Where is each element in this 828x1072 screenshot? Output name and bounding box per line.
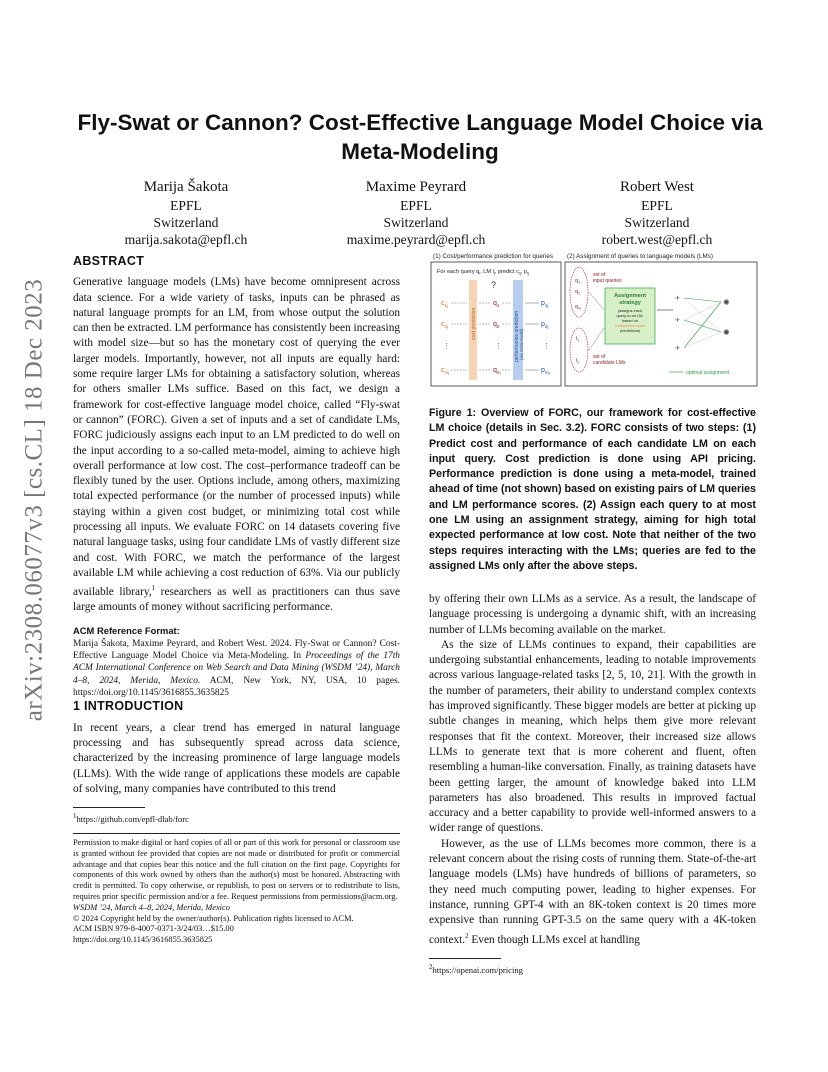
assignment-title-2: strategy [619,300,641,306]
svg-text:q2: $q_2$ [575,289,581,296]
question-icon: ? [491,280,497,290]
footnote-rule-2 [429,958,501,959]
query-label-2: $q_2$ [493,321,500,329]
assignment-title: Assignment [613,293,647,299]
panel2-title: (2) Assignment of queries to language models (LMs) [567,253,713,260]
panel1-title: (1) Cost/performance prediction for queries [433,253,554,260]
cost-label-1: $c_{1j}$ [441,300,449,308]
intro-paragraph-2: As the size of LLMs continues to expand, their capabilities are undergoing substantial enhancements, leading to notable improvements across various language-related tasks [2, 5, 10, 21]. With the growth in the number of parameters, their ability to understand complex contexts has improved significantly. These bigger models are better at picking up subtle changes in meaning, which helps them give more relevant responses that fit the context. Moreover, their increased size allows LLMs to generate text that is more coherent and fluent, often resembling a human-like conversation. Finally, as training datasets have been getting larger, the amount of knowledge baked into LLM parameters has also broadened. This results in improved factual accuracy and a better capability to provide well-informed answers to a wider range of questions. [429,638,756,835]
cost-prediction-label: cost prediction [471,307,477,340]
set-lms-label-2: candidate LMs [593,360,626,366]
figure-caption: Figure 1: Overview of FORC, our framework for cost-effective LM choice (details in Sec. 3.2). FORC consists of two steps: (1) Predict cost and performance of each candidate LM on each input query. Cost prediction is done using API pricing. Performance prediction is done using a meta-model, trained ahead of time (not shown) based on existing pairs of LM queries and LM performance scores. (2) Assign each query to at most one LM using an assignment strategy, aiming for high total expected performance at low cost. Note that neither of the two steps requires interacting with the LMs; queries are fed to the assigned LMs only after the above steps. [429,407,756,572]
author-affiliation: EPFL [170,198,202,213]
permission-venue: WSDM ’24, March 4–8, 2024, Merida, Mexico [73,902,230,912]
lm-icon-2: ✺ [723,328,730,337]
svg-text:(assigns each: (assigns each [617,308,643,313]
bird-icon-1: ✈ [675,296,681,302]
arxiv-id: arXiv:2308.06077v3 [cs.CL] 18 Dec 2023 [20,278,48,722]
svg-text:based on: based on [621,318,639,323]
left-column [73,254,400,946]
set-queries-label-2: input queries [593,278,622,284]
performance-prediction-label: performance prediction [514,310,520,362]
author-affiliation: EPFL [641,198,673,213]
lm-label-1: $l_1$ [576,336,580,343]
author-country: Switzerland [383,215,449,230]
perf-label-1: $p_{1j}$ [541,300,549,308]
figure-1 [429,250,759,390]
set-lms-label: set of [593,354,606,360]
svg-text:⋮: ⋮ [495,343,502,350]
author-3 [557,178,757,248]
svg-text:query to an LM,: query to an LM, [616,313,644,318]
lm-set-ellipse [570,328,588,372]
row-m [441,367,550,375]
svg-text:qm: $q_m$ [575,304,581,311]
perf-label-m: $p_{mj}$ [541,367,550,375]
permission-isbn: ACM ISBN 979-8-4007-0371-3/24/03…$15.00 [73,924,234,934]
intro-paragraph-1-cont: by offering their own LLMs as a service. As a result, the landscape of language processing is undergoing a dynamic shift, with an increasing number of LLMs becoming available on the market. [429,593,756,636]
footnote-1: $^1$https://github.com/epfl-dlab/forc [73,812,189,825]
bird-icon-3: ✈ [675,346,681,352]
svg-text:q1: $q_1$ [575,278,581,285]
author-affiliation: EPFL [400,198,432,213]
intro-paragraph-1: In recent years, a clear trend has emerged in natural language processing and has subsequently spread across data science, characterized by the increasing prominence of large language models (LLMs). With the wide range of applications these models are capable of solving, many companies have contributed to this trend [73,721,400,795]
permission-text: Permission to make digital or hard copies of all or part of this work for personal or classroom use is granted without fee provided that copies are not made or distributed for profit or commercial advantage and that copies bear this notice and the full citation on the first page. Copyrights for components of this work owned by others than the author(s) must be honored. Abstracting with credit is permitted. To copy otherwise, or republish, to post on servers or to redistribute to lists, requires prior specific permission and/or a fee. Request permissions from permissions@acm.org. [73,838,400,901]
query-label-m: $q_m$ [493,367,501,375]
author-country: Switzerland [153,215,219,230]
query-label-1: $q_1$ [493,300,500,308]
author-email: marija.sakota@epfl.ch [124,232,248,247]
cost-label-m: $c_{mj}$ [441,367,450,375]
footnote-mark: 1 [151,584,156,593]
figure-1-diagram [429,250,759,390]
author-name: Maxime Peyrard [365,179,467,195]
author-email: robert.west@epfl.ch [601,232,713,247]
acm-reference-text: Marija Šakota, Maxime Peyrard, and Robert West. 2024. Fly-Swat or Cannon? Cost-Effective Language Model Choice via Meta-Modeling. In Proceedings of the 17th ACM International Conference on Web Search and Data Mining (WSDM ’24), March 4–8, 2024, Merida, Mexico. ACM, New York, NY, USA, 10 pages. https://doi.org/10.1145/3616855.3635825 [73,638,401,699]
legend-label: optimal assignment [686,370,730,376]
lm-label-2: $l_2$ [576,358,580,365]
author-1 [86,178,286,248]
cost-label-2: $c_{2j}$ [441,321,449,329]
introduction-heading: 1 INTRODUCTION [73,699,184,714]
right-column [429,592,756,975]
footnote-rule [73,807,145,808]
permission-copyright: © 2024 Copyright held by the owner/author(s). Publication rights licensed to ACM. [73,913,354,923]
author-2 [316,178,516,248]
footnote-2: $^2$https://openai.com/pricing [429,962,523,975]
acm-reference-heading: ACM Reference Format: [73,624,180,636]
abstract-text: Generative language models (LMs) have become omnipresent across data science. For a wide variety of tasks, inputs can be phrased as natural language prompts for an LM, from whose output the solution can then be extracted. LM performance has consistently been increasing with model size—but so has the monetary cost of querying the ever larger models. Importantly, however, not all inputs are equally hard: some require larger LMs for obtaining a satisfactory solution, whereas for others smaller LMs suffice. Based on this fact, we design a framework for cost-effective language model choice, called “Fly-swat or cannon” (FORC). Given a set of inputs and a set of candidate LMs, FORC judiciously assigns each input to an LM predicted to do well on the input according to a so-called meta-model, aiming to achieve high overall performance at low cost. The cost–performance tradeoff can be flexibly tuned by the user. Options include, among others, maximizing total expected performance (or the number of processed inputs) while staying within a given cost budget, or minimizing total cost while processing all inputs. We evaluate FORC on 14 datasets covering five natural language tasks, using four candidate LMs of vastly different size and cost. With FORC, we match the performance of the largest available LM while achieving a cost reduction of 63%. Via our publicly available library,$^1$ researchers as well as practitioners can thus save large amounts of money without sacrificing performance. [73,276,400,614]
author-country: Switzerland [624,215,690,230]
panel1-subtitle: For each query $q_i$, LM $l_j$, predict $c_{ij}$, $p_{ij}$ [437,269,529,276]
svg-text:cost/performance: cost/performance [614,323,646,328]
row-1 [441,300,548,308]
intro-paragraph-3: However, as the use of LLMs becomes more common, there is a relevant concern about the rising costs of running them. State-of-the-art language models (LMs) have hundreds of billions of parameters, so they need much computing power, leading to higher expenses. For instance, running GPT-4 with an 8K-token context is 20 times more expensive than running GPT-3.5 on the same query with a 4K-token context.$^2$ Even though LLMs excel at handling [429,837,756,946]
perf-label-2: $p_{2j}$ [541,321,549,329]
arxiv-stamp [14,240,54,760]
author-name: Robert West [620,179,694,195]
bird-icon-2: ✈ [675,318,681,324]
set-queries-label: set of [593,272,606,278]
svg-text:⋮: ⋮ [443,343,450,350]
lm-icon-1: ✺ [723,298,730,307]
performance-prediction-sublabel: (via meta-model) [519,328,524,360]
author-name: Marija Šakota [143,179,229,195]
permission-doi: https://doi.org/10.1145/3616855.3635825 [73,935,213,945]
row-2 [441,321,548,329]
svg-text:predictions): predictions) [619,328,641,333]
permission-rule [73,833,400,834]
paper-title: Fly-Swat or Cannon? Cost-Effective Language Model Choice via Meta-Modeling [77,110,763,164]
abstract-heading: ABSTRACT [73,254,145,268]
author-email: maxime.peyrard@epfl.ch [346,232,486,247]
svg-text:⋮: ⋮ [543,343,550,350]
